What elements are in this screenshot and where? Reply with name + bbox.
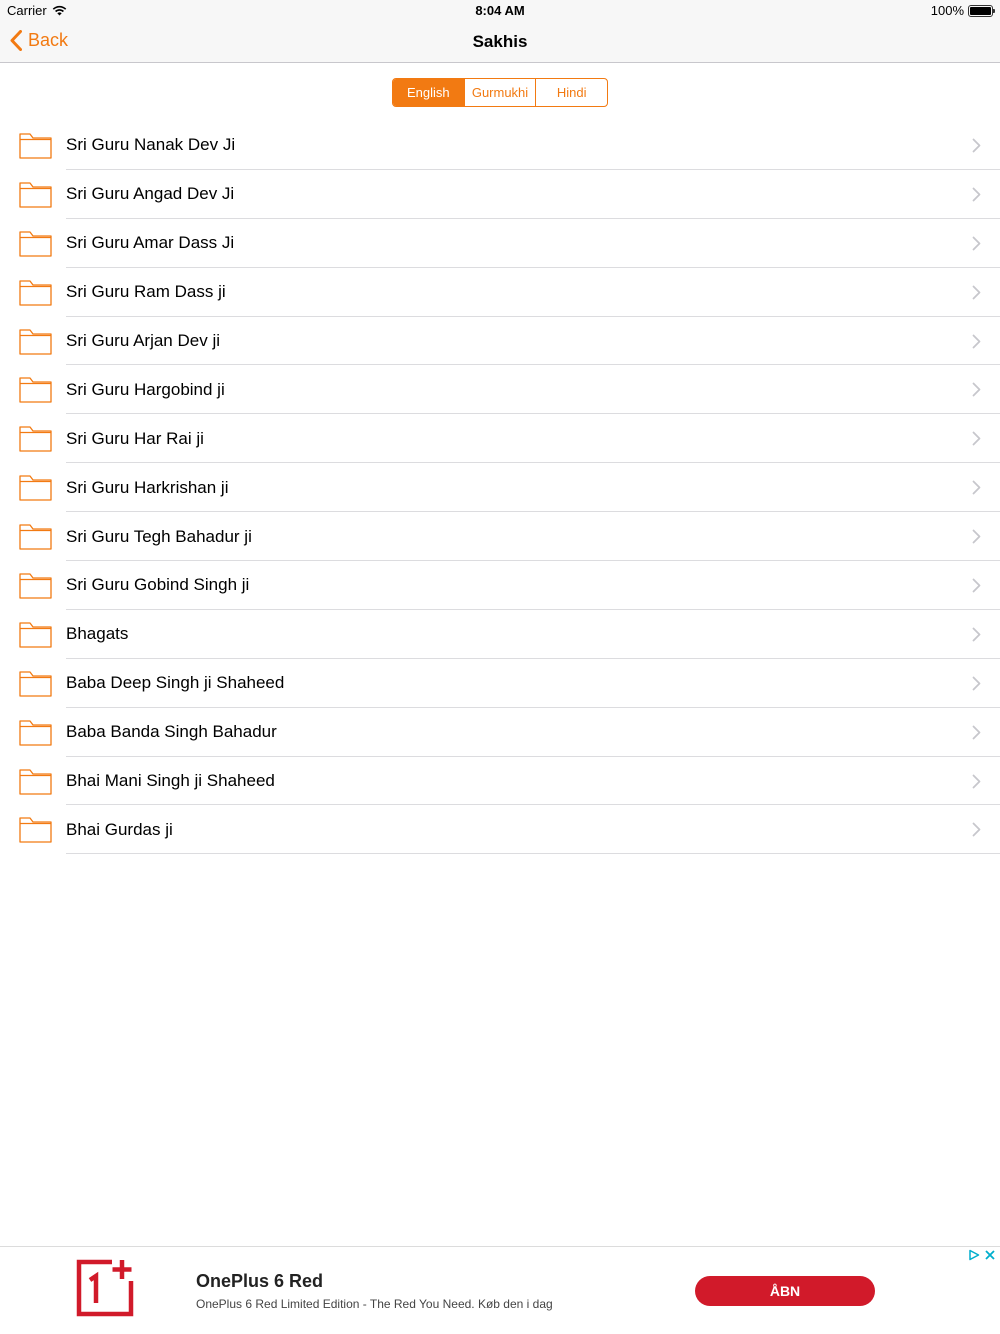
list-item-label: Sri Guru Nanak Dev Ji [66,135,236,155]
chevron-right-icon [972,138,981,153]
chevron-right-icon [972,285,981,300]
folder-icon [19,473,52,501]
chevron-right-icon [972,725,981,740]
chevron-right-icon [972,334,981,349]
list-item-label: Bhai Gurdas ji [66,819,173,839]
list-item[interactable] [0,121,1000,170]
list-item-label: Bhai Mani Singh ji Shaheed [66,771,275,791]
chevron-right-icon [972,480,981,495]
list-item[interactable] [0,610,1000,659]
status-bar [0,0,1000,22]
language-segmented-control [392,78,608,107]
folder-icon [19,571,52,599]
chevron-right-icon [972,578,981,593]
list-item[interactable] [0,463,1000,512]
sakhis-list [0,121,1000,854]
ad-title: OnePlus 6 Red [196,1271,324,1291]
list-item-label: Sri Guru Gobind Singh ji [66,575,250,595]
folder-icon [19,522,52,550]
segment-english[interactable]: English [393,79,465,106]
folder-icon [19,180,52,208]
chevron-right-icon [972,774,981,789]
chevron-right-icon [972,187,981,202]
ad-choices [968,1249,996,1261]
back-label: Back [28,30,69,50]
chevron-right-icon [972,627,981,642]
list-item[interactable] [0,805,1000,854]
folder-icon [19,278,52,306]
list-item[interactable] [0,414,1000,463]
segment-gurmukhi[interactable]: Gurmukhi [465,79,537,106]
ad-choices-icon[interactable] [968,1249,980,1261]
list-item[interactable] [0,659,1000,708]
list-item[interactable] [0,317,1000,366]
list-item-label: Sri Guru Har Rai ji [66,428,204,448]
list-item[interactable] [0,365,1000,414]
chevron-right-icon [972,676,981,691]
list-item[interactable] [0,561,1000,610]
list-item-label: Sri Guru Tegh Bahadur ji [66,526,252,546]
chevron-right-icon [972,382,981,397]
list-item-label: Baba Deep Singh ji Shaheed [66,673,285,693]
list-item[interactable] [0,219,1000,268]
list-item[interactable] [0,757,1000,806]
list-item[interactable] [0,268,1000,317]
list-item-label: Sri Guru Ram Dass ji [66,282,226,302]
ad-description: OnePlus 6 Red Limited Edition - The Red You Need. Køb den i dag [196,1297,553,1311]
folder-icon [19,131,52,159]
battery-percent: 100% [930,3,964,18]
folder-icon [19,718,52,746]
folder-icon [19,767,52,795]
folder-icon [19,669,52,697]
row-separator [66,853,1000,854]
ad-open-button[interactable]: ÅBN [695,1276,875,1306]
list-item-label: Sri Guru Amar Dass Ji [66,233,235,253]
segment-hindi[interactable]: Hindi [556,85,587,100]
chevron-right-icon [972,236,981,251]
ad-close-icon[interactable] [984,1249,996,1261]
page-title: Sakhis [472,32,528,51]
ad-banner[interactable] [0,1246,1000,1334]
chevron-right-icon [972,822,981,837]
list-item[interactable] [0,708,1000,757]
folder-icon [19,620,52,648]
chevron-right-icon [972,431,981,446]
chevron-right-icon [972,529,981,544]
list-item-label: Sri Guru Arjan Dev ji [66,331,220,350]
list-item[interactable] [0,512,1000,561]
folder-icon [19,375,52,403]
battery-icon [968,5,993,17]
carrier-label: Carrier [7,3,47,18]
folder-icon [19,327,52,355]
folder-icon [19,424,52,452]
list-item-label: Bhagats [66,624,129,644]
folder-icon [19,815,52,843]
list-item-label: Baba Banda Singh Bahadur [66,722,277,742]
status-right [931,3,993,18]
list-item-label: Sri Guru Hargobind ji [66,379,225,399]
oneplus-logo [76,1259,134,1317]
status-time: 8:04 AM [475,3,525,18]
folder-icon [19,229,52,257]
list-item-label: Sri Guru Harkrishan ji [66,477,229,497]
list-item-label: Sri Guru Angad Dev Ji [66,184,235,204]
list-item[interactable] [0,170,1000,219]
battery-fill [970,7,991,15]
navigation-bar [0,22,1000,63]
